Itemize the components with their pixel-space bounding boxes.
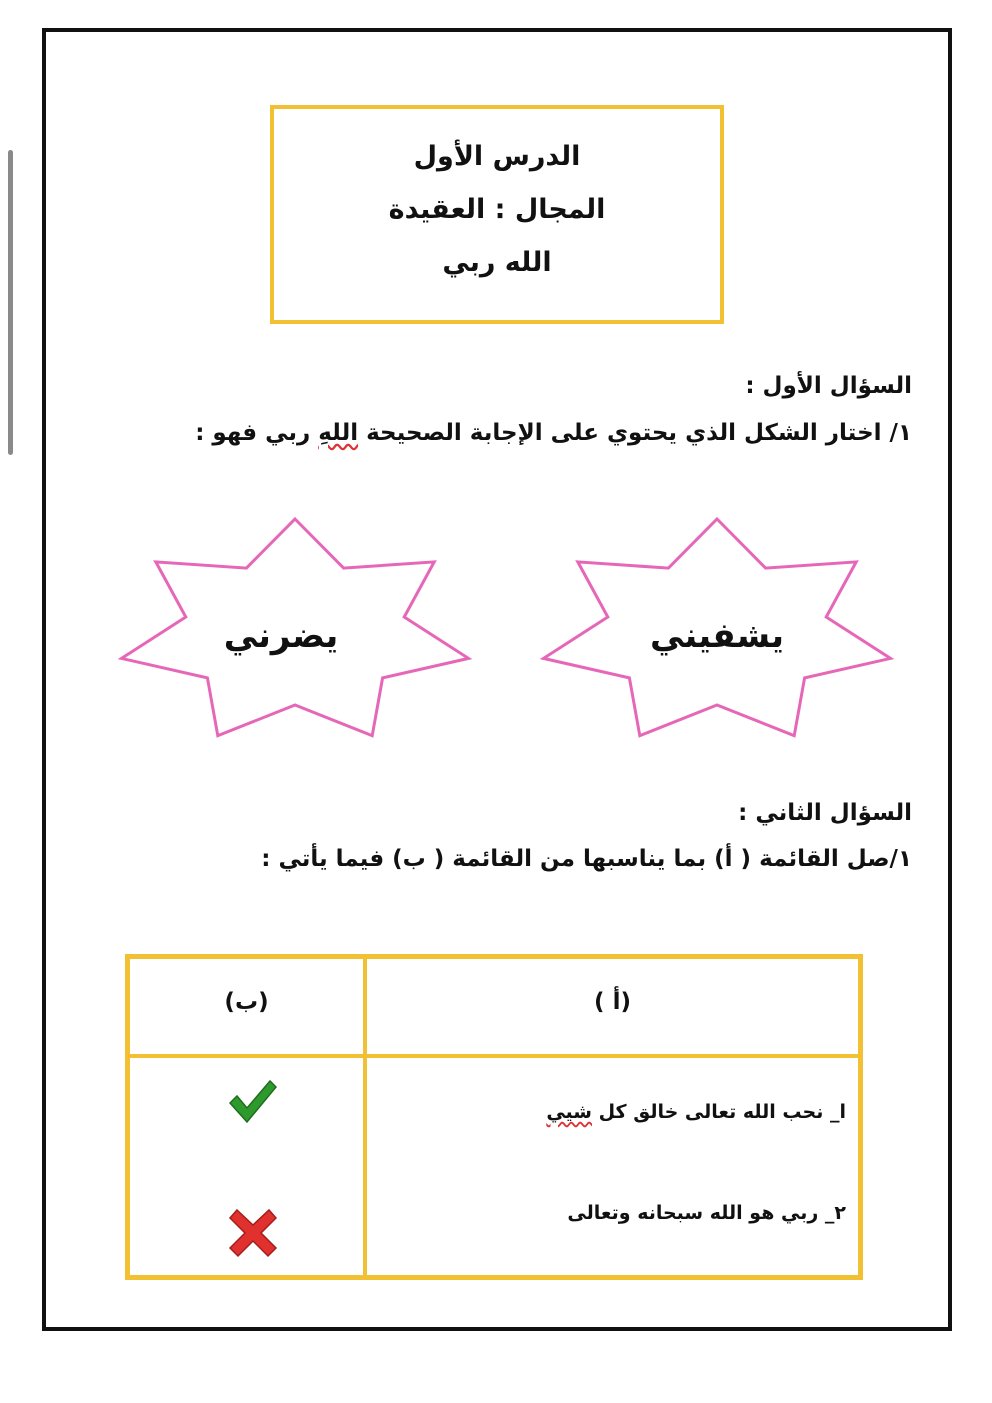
check-mark-shape [230,1081,276,1122]
page-scrollbar[interactable] [8,150,13,455]
question1-heading: السؤال الأول : [745,373,912,399]
question2-heading: السؤال الثاني : [738,800,912,826]
table-row-1-text [546,1101,846,1123]
lesson-domain: المجال : العقيدة [388,194,606,225]
answer-star-option-2[interactable] [113,515,478,740]
check-icon [226,1077,278,1127]
answer-star-option-1[interactable] [535,515,900,740]
matching-table [125,954,863,1280]
star-option-label: يشفيني [650,616,784,656]
lesson-title-box [270,105,724,324]
question1-prompt [195,420,912,446]
cross-icon [228,1208,278,1258]
question1-prompt-prefix: ١/ اختار الشكل الذي يحتوي على الإجابة الصحيحة [358,420,912,446]
star-option-label: يضرني [223,616,339,656]
row-1-prefix: ا_ نحب الله تعالى خالق كل [591,1101,846,1123]
column-header-b: (ب) [224,989,269,1015]
question1-prompt-suffix: ربي فهو : [195,420,319,446]
question1-prompt-marked: اللهِ [318,420,359,446]
table-header-divider [130,1054,858,1058]
column-header-a: ( أ) [594,989,631,1015]
question2-prompt: ١/صل القائمة ( أ) بما يناسبها من القائمة ( ب) فيما يأتي : [261,846,912,872]
row-1-marked: شيي [546,1101,592,1123]
cross-mark-shape [230,1210,276,1256]
lesson-topic: الله ربي [442,247,552,278]
table-row-2-text: ٢_ ربي هو الله سبحانه وتعالى [567,1202,846,1224]
lesson-title: الدرس الأول [413,141,581,172]
